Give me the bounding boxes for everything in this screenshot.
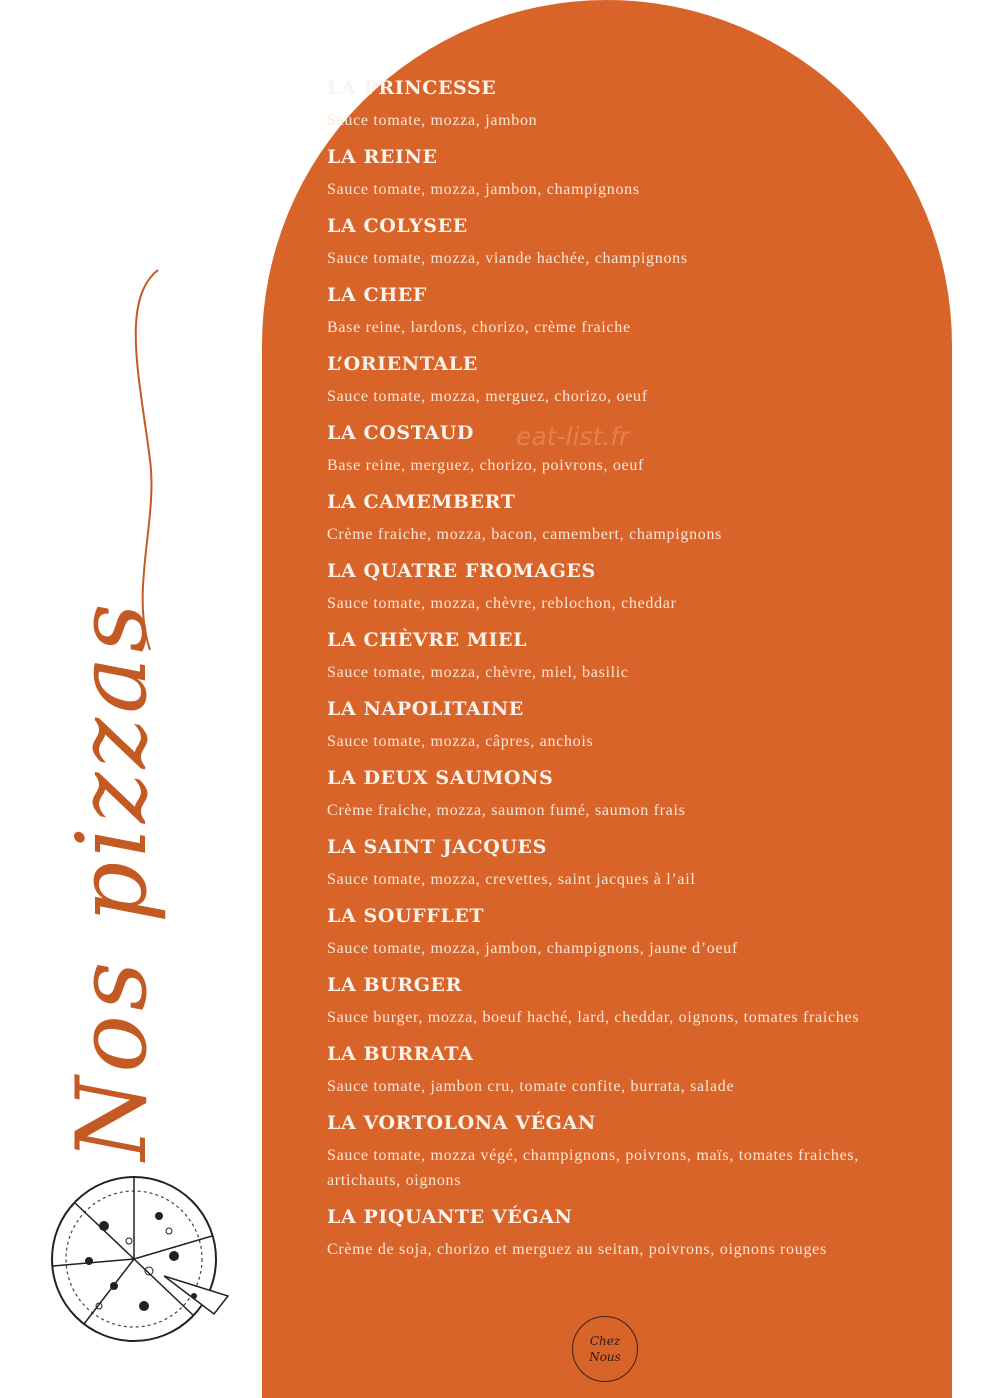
menu-item bbox=[327, 141, 927, 202]
pizza-description: Sauce burger, mozza, boeuf haché, lard, cheddar, oignons, tomates fraiches bbox=[327, 1009, 860, 1026]
pizza-description: Sauce tomate, mozza, câpres, anchois bbox=[327, 733, 594, 750]
pizza-illustration-icon bbox=[44, 1166, 230, 1352]
page-title: Nos pizzas bbox=[56, 599, 168, 1161]
pizza-name: LA SAINT JACQUES bbox=[327, 836, 547, 858]
pizza-description: Sauce tomate, mozza, chèvre, miel, basilic bbox=[327, 664, 629, 681]
pizza-name: LA NAPOLITAINE bbox=[327, 698, 524, 720]
menu-item bbox=[327, 555, 927, 616]
menu-item bbox=[327, 348, 927, 409]
pizza-description: Sauce tomate, mozza, merguez, chorizo, oeuf bbox=[327, 388, 648, 405]
pizza-name: L’ORIENTALE bbox=[327, 353, 478, 375]
pizza-name: LA BURRATA bbox=[327, 1043, 474, 1065]
pizza-name: LA SOUFFLET bbox=[327, 905, 485, 927]
menu-item bbox=[327, 693, 927, 754]
pizza-name: LA CAMEMBERT bbox=[327, 491, 516, 513]
logo-line-2: Nous bbox=[589, 1350, 621, 1364]
menu-item bbox=[327, 900, 927, 961]
menu-item bbox=[327, 72, 927, 133]
pizza-name: LA VORTOLONA VÉGAN bbox=[327, 1112, 596, 1134]
pizza-description: Base reine, merguez, chorizo, poivrons, oeuf bbox=[327, 457, 645, 474]
menu-item bbox=[327, 1201, 927, 1262]
pizza-name: LA COLYSEE bbox=[327, 215, 468, 237]
menu-item bbox=[327, 486, 927, 547]
pizza-name: LA COSTAUD bbox=[327, 422, 474, 444]
menu-item bbox=[327, 969, 927, 1030]
pizza-description: Sauce tomate, mozza, chèvre, reblochon, cheddar bbox=[327, 595, 677, 612]
pizza-description: Crème de soja, chorizo et merguez au seitan, poivrons, oignons rouges bbox=[327, 1241, 827, 1258]
pizza-description: Sauce tomate, mozza végé, champignons, poivrons, maïs, tomates fraiches, artichauts, oignons bbox=[327, 1147, 860, 1189]
pizza-menu-list bbox=[327, 72, 927, 1270]
pizza-description: Sauce tomate, mozza, viande hachée, champignons bbox=[327, 250, 688, 267]
pizza-name: LA CHÈVRE MIEL bbox=[327, 629, 528, 651]
menu-item bbox=[327, 1038, 927, 1099]
pizza-name: LA DEUX SAUMONS bbox=[327, 767, 554, 789]
menu-item bbox=[327, 1107, 927, 1193]
menu-item bbox=[327, 624, 927, 685]
pizza-name: LA CHEF bbox=[327, 284, 427, 306]
menu-item bbox=[327, 279, 927, 340]
pizza-name: LA REINE bbox=[327, 146, 438, 168]
chez-nous-logo bbox=[572, 1316, 638, 1382]
menu-item bbox=[327, 210, 927, 271]
pizza-name: LA QUATRE FROMAGES bbox=[327, 560, 596, 582]
pizza-description: Sauce tomate, mozza, jambon bbox=[327, 112, 538, 129]
pizza-description: Sauce tomate, mozza, crevettes, saint jacques à l’ail bbox=[327, 871, 696, 888]
menu-item bbox=[327, 762, 927, 823]
pizza-description: Sauce tomate, mozza, jambon, champignons bbox=[327, 181, 640, 198]
pizza-description: Base reine, lardons, chorizo, crème fraiche bbox=[327, 319, 631, 336]
pizza-description: Crème fraiche, mozza, saumon fumé, saumon frais bbox=[327, 802, 686, 819]
pizza-name: LA PIQUANTE VÉGAN bbox=[327, 1206, 573, 1228]
logo-line-1: Chez bbox=[589, 1334, 621, 1348]
watermark-text: eat-list.fr bbox=[516, 422, 630, 451]
menu-item bbox=[327, 831, 927, 892]
pizza-name: LA BURGER bbox=[327, 974, 463, 996]
pizza-description: Sauce tomate, mozza, jambon, champignons, jaune d’oeuf bbox=[327, 940, 739, 957]
pizza-description: Crème fraiche, mozza, bacon, camembert, champignons bbox=[327, 526, 723, 543]
pizza-description: Sauce tomate, jambon cru, tomate confite, burrata, salade bbox=[327, 1078, 735, 1095]
pizza-name: LA PRINCESSE bbox=[327, 77, 497, 99]
